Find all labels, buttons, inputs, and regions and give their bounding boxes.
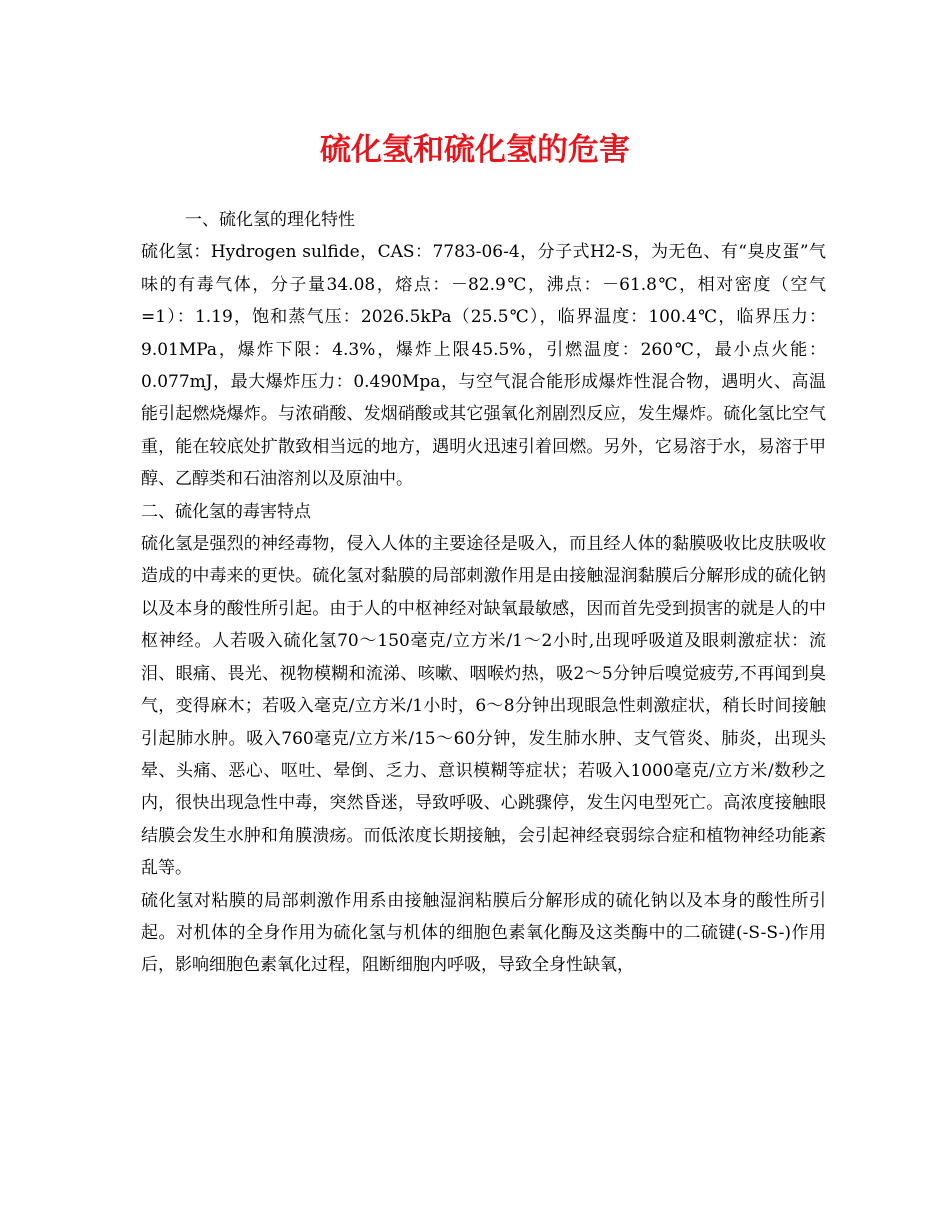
paragraph-toxicity: 硫化氢是强烈的神经毒物，侵入人体的主要途径是吸入，而且经人体的黏膜吸收比皮肤吸收造成的中毒来的更快。硫化氢对黏膜的局部刺激作用是由接触湿润黏膜后分解形成的硫化钠以及本身的酸性所引起。由于人的中枢神经对缺氧最敏感，因而首先受到损害的就是人的中枢神经。人若吸入硫化氢70～150毫克/立方米/1～2小时,出现呼吸道及眼刺激症状：流泪、眼痛、畏光、视物模糊和流涕、咳嗽、咽喉灼热，吸2～5分钟后嗅觉疲劳,不再闻到臭气，变得麻木；若吸入毫克/立方米/1小时，6～8分钟出现眼急性刺激症状，稍长时间接触引起肺水肿。吸入760毫克/立方米/15～60分钟，发生肺水肿、支气管炎、肺炎，出现头晕、头痛、恶心、呕吐、晕倒、乏力、意识模糊等症状；若吸入1000毫克/立方米/数秒之内，很快出现急性中毒，突然昏迷，导致呼吸、心跳骤停，发生闪电型死亡。高浓度接触眼结膜会发生水肿和角膜溃疡。而低浓度长期接触，会引起神经衰弱综合症和植物神经功能紊乱等。 [141,534,826,879]
document-title: 硫化氢和硫化氢的危害 [320,132,630,168]
document-body [141,204,826,982]
paragraph-properties: 硫化氢：Hydrogen sulfide，CAS：7783-06-4，分子式H2-S，为无色、有“臭皮蛋”气味的有毒气体，分子量34.08，熔点：－82.9℃，沸点：－61.8℃，相对密度（空气=1）：1.19，饱和蒸气压：2026.5kPa（25.5℃），临界温度：100.4℃，临界压力：9.01MPa，爆炸下限：4.3%，爆炸上限45.5%，引燃温度：260℃，最小点火能：0.077mJ，最大爆炸压力：0.490Mpa，与空气混合能形成爆炸性混合物，遇明火、高温能引起燃烧爆炸。与浓硝酸、发烟硝酸或其它强氧化剂剧烈反应，发生爆炸。硫化氢比空气重，能在较底处扩散致相当远的地方，遇明火迅速引着回燃。另外，它易溶于水，易溶于甲醇、乙醇类和石油溶剂以及原油中。 [141,242,826,490]
section-heading-1: 一、硫化氢的理化特性 [185,210,355,230]
paragraph-mucosa: 硫化氢对粘膜的局部刺激作用系由接触湿润粘膜后分解形成的硫化钠以及本身的酸性所引起。对机体的全身作用为硫化氢与机体的细胞色素氧化酶及这类酶中的二硫键(-S-S-)作用后，影响细胞色素氧化过程，阻断细胞内呼吸，导致全身性缺氧， [141,890,826,976]
section-heading-2: 二、硫化氢的毒害特点 [141,501,311,522]
